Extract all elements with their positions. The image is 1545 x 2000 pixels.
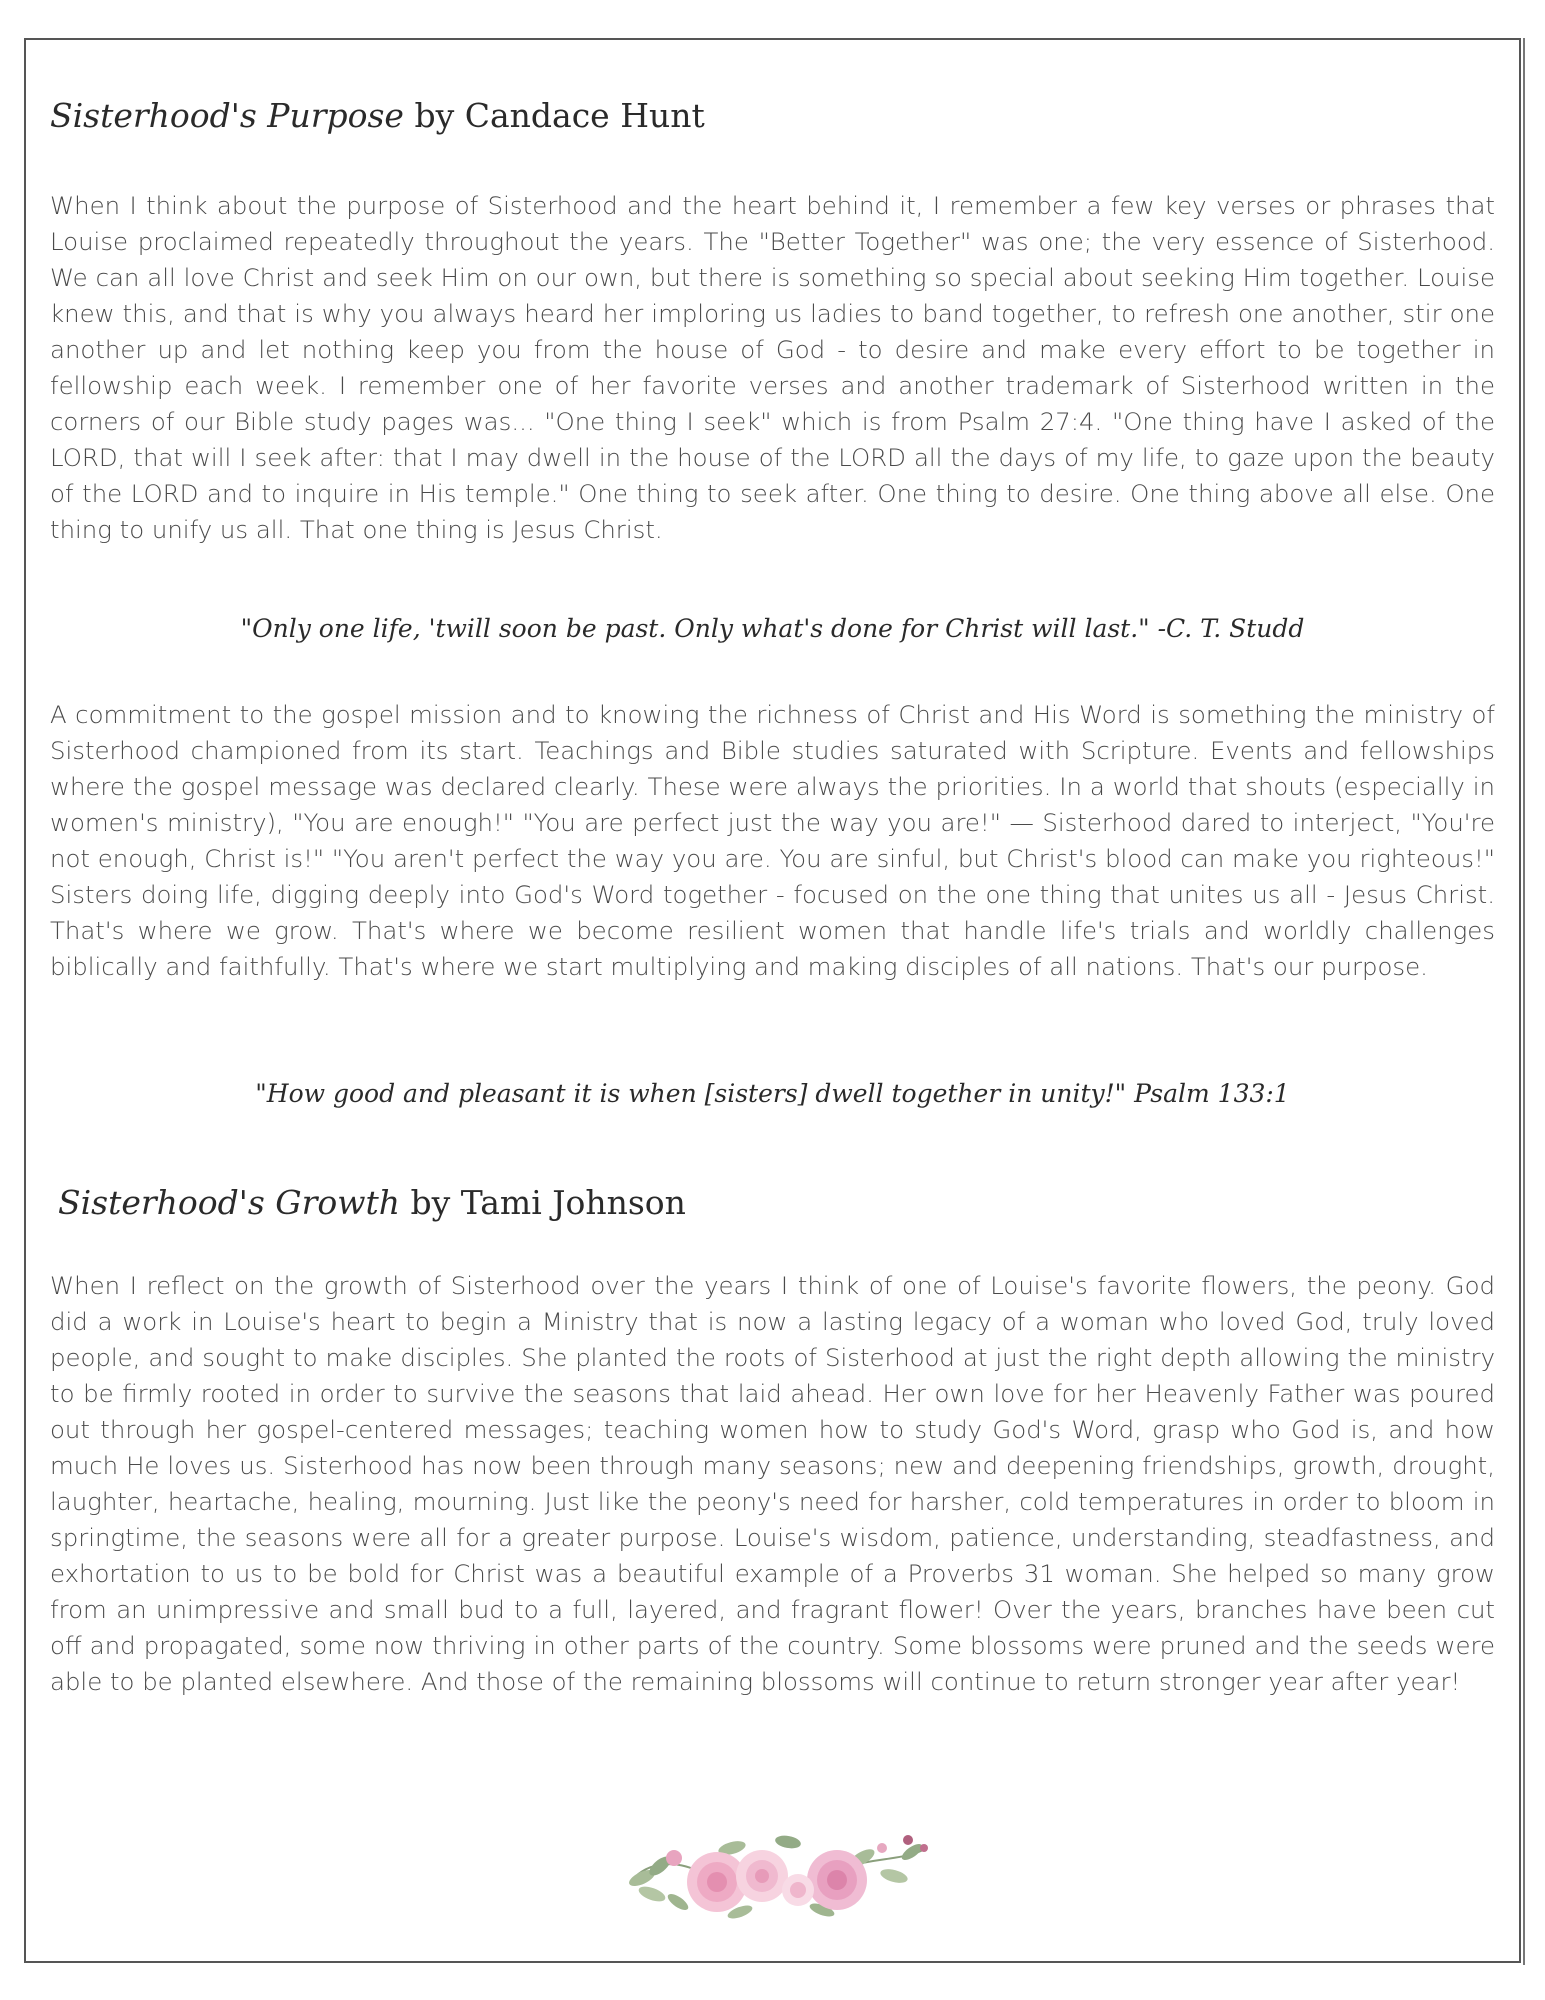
floral-decoration [612, 1818, 942, 1928]
purpose-paragraph-1: When I think about the purpose of Sisterhood and the heart behind it, I remember a few key verses or phrases that Louise proclaimed repeatedly throughout the years. The "Better Together" was one; the very essence of Sisterhood. We can all love Christ and seek Him on our own, but there is something so special about seeking Him together. Louise knew this, and that is why you always heard her imploring us ladies to band together, to refresh one another, stir one another up and let nothing keep you from the house of God - to desire and make every effort to be together in fellowship each week. I remember one of her favorite verses and another trademark of Sisterhood written in the corners of our Bible study pages was... "One thing I seek" which is from Psalm 27:4. "One thing have I asked of the LORD, that will I seek after: that I may dwell in the house of the LORD all the days of my life, to gaze upon the beauty of the LORD and to inquire in His temple." One thing to seek after. One thing to desire. One thing above all else. One thing to unify us all. That one thing is Jesus Christ. [50, 191, 1495, 544]
quote-psalm-133: "How good and pleasant it is when [sisters] dwell together in unity!" Psalm 133:1 [255, 1079, 1290, 1108]
growth-paragraph-1: When I reflect on the growth of Sisterhood over the years I think of one of Louise's favorite flowers, the peony. God did a work in Louise's heart to begin a Ministry that is now a lasting legacy of a woman who loved God, truly loved people, and sought to make disciples. She planted the roots of Sisterhood at just the right depth allowing the ministry to be firmly rooted in order to survive the seasons that laid ahead. Her own love for her Heavenly Father was poured out through her gospel-centered messages; teaching women how to study God's Word, grasp who God is, and how much He loves us. Sisterhood has now been through many seasons; new and deepening friendships, growth, drought, laughter, heartache, healing, mourning. Just like the peony's need for harsher, cold temperatures in order to bloom in springtime, the seasons were all for a greater purpose. Louise's wisdom, patience, understanding, steadfastness, and exhortation to us to be bold for Christ was a beautiful example of a Proverbs 31 woman. She helped so many grow from an unimpressive and small bud to a full, layered, and fragrant flower! Over the years, branches have been cut off and propagated, some now thriving in other parts of the country. Some blossoms were pruned and the seeds were able to be planted elsewhere. And those of the remaining blossoms will continue to return stronger year after year! [50, 1271, 1495, 1696]
quote-studd: "Only one life, 'twill soon be past. Only what's done for Christ will last." -C. T. Studd [240, 614, 1305, 643]
purpose-paragraph-2: A commitment to the gospel mission and to knowing the richness of Christ and His Word is something the ministry of Sisterhood championed from its start. Teachings and Bible studies saturated with Scripture. Events and fellowships where the gospel message was declared clearly. These were always the priorities. In a world that shouts (especially in women's ministry), "You are enough!" "You are perfect just the way you are!" — Sisterhood dared to interject, "You're not enough, Christ is!" "You aren't perfect the way you are. You are sinful, but Christ's blood can make you righteous!" Sisters doing life, digging deeply into God's Word together - focused on the one thing that unites us all - Jesus Christ. That's where we grow. That's where we become resilient women that handle life's trials and worldly challenges biblically and faithfully. That's where we start multiplying and making disciples of all nations. That's our purpose. [50, 700, 1495, 981]
section-purpose-heading [50, 96, 705, 135]
section-purpose-title: Sisterhood's Purpose [50, 96, 404, 135]
section-growth-title: Sisterhood's Growth [58, 1183, 401, 1222]
section-growth-byline: by Tami Johnson [400, 1183, 686, 1222]
section-growth-heading [58, 1183, 686, 1222]
section-purpose-byline: by Candace Hunt [403, 96, 705, 135]
